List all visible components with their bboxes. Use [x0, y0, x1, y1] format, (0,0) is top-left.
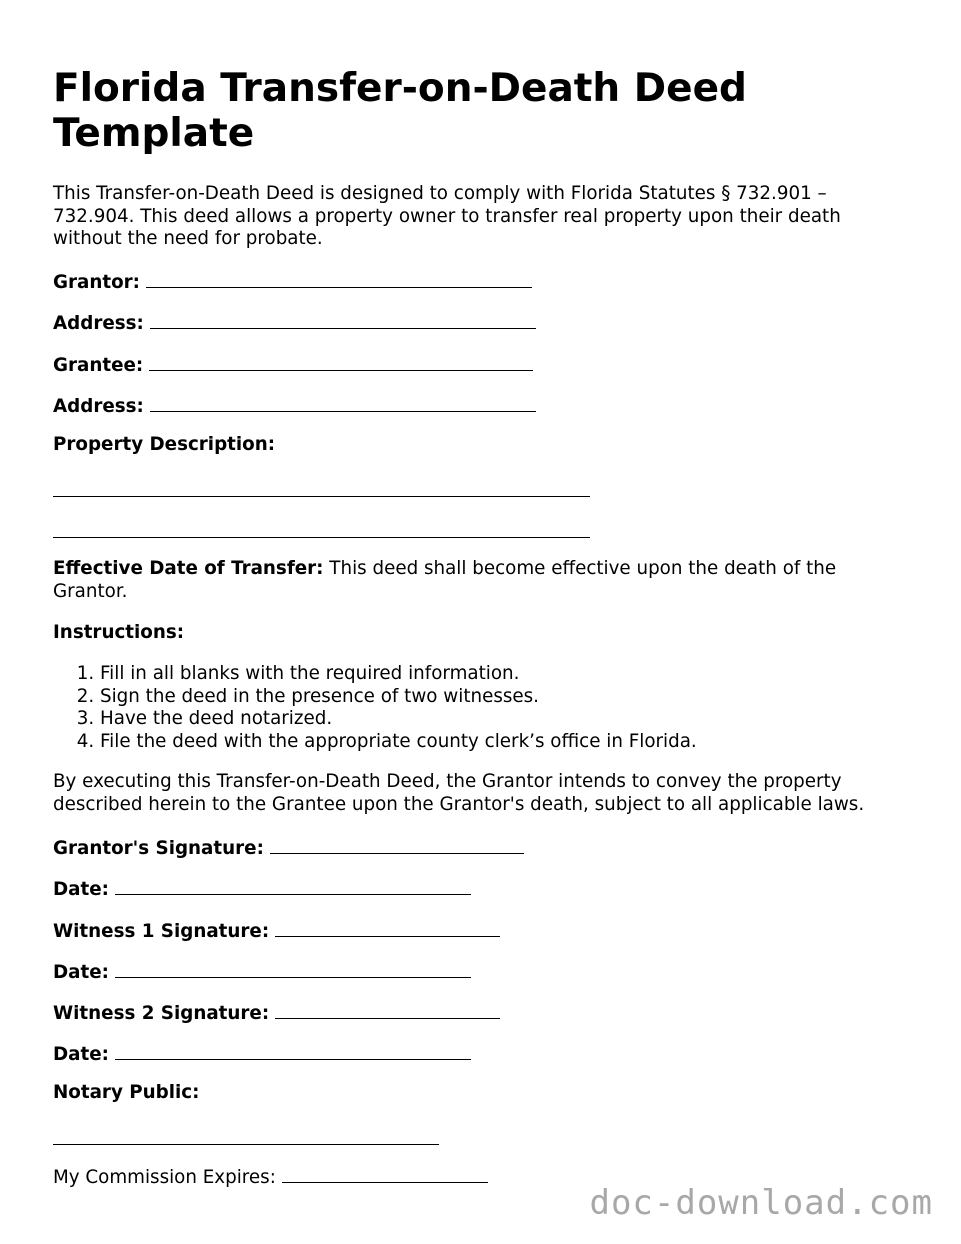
witness1-signature-blank[interactable]: [275, 918, 500, 937]
property-description-blank-1[interactable]: [53, 496, 590, 497]
property-description-label: Property Description:: [53, 434, 276, 455]
grantor-signature-field: [53, 835, 524, 861]
witness1-signature-label: Witness 1 Signature:: [53, 921, 270, 942]
instruction-item: 2. Sign the deed in the presence of two witnesses.: [100, 686, 697, 709]
effective-date-label: Effective Date of Transfer:: [53, 558, 324, 579]
date-blank-3[interactable]: [115, 1041, 471, 1060]
instructions-list: [53, 663, 697, 753]
witness2-signature-label: Witness 2 Signature:: [53, 1003, 270, 1024]
grantor-signature-blank[interactable]: [270, 835, 524, 854]
witness2-signature-field: [53, 1000, 500, 1026]
date-field-3: [53, 1041, 471, 1067]
instruction-item: 3. Have the deed notarized.: [100, 708, 697, 731]
property-description-field: [53, 434, 275, 457]
watermark: doc-download.com: [589, 1183, 933, 1223]
commission-label: My Commission Expires:: [53, 1167, 276, 1188]
witness1-signature-field: [53, 918, 500, 944]
instruction-item: 4. File the deed with the appropriate county clerk’s office in Florida.: [100, 731, 697, 754]
date-label-1: Date:: [53, 879, 109, 900]
document-title: Florida Transfer-on-Death Deed Template: [53, 66, 747, 156]
date-blank-2[interactable]: [115, 959, 471, 978]
witness2-signature-blank[interactable]: [275, 1000, 500, 1019]
instructions-label: Instructions:: [53, 622, 185, 643]
grantor-label: Grantor:: [53, 272, 140, 293]
closing-paragraph: By executing this Transfer-on-Death Deed, the Grantor intends to convey the property described herein to the Grantee upon the Grantor's death, subject to all applicable laws.: [53, 771, 865, 815]
grantee-address-label: Address:: [53, 396, 144, 417]
grantee-blank[interactable]: [149, 352, 533, 371]
grantee-label: Grantee:: [53, 355, 144, 376]
grantee-address-blank[interactable]: [150, 393, 536, 412]
grantor-address-blank[interactable]: [150, 310, 536, 329]
date-blank-1[interactable]: [115, 876, 471, 895]
grantor-field: [53, 269, 532, 295]
grantor-address-field: [53, 310, 536, 336]
date-field-1: [53, 876, 471, 902]
instructions-heading: [53, 622, 184, 645]
grantor-address-label: Address:: [53, 313, 144, 334]
intro-paragraph: This Transfer-on-Death Deed is designed to comply with Florida Statutes § 732.901 – 732.904. This deed allows a property owner to transfer real property upon their death without the need for probate.: [53, 183, 841, 249]
property-description-blank-2[interactable]: [53, 537, 590, 538]
commission-field: [53, 1164, 488, 1190]
instruction-item: 1. Fill in all blanks with the required information.: [100, 663, 697, 686]
notary-blank[interactable]: [53, 1144, 439, 1145]
notary-heading: [53, 1082, 199, 1105]
commission-blank[interactable]: [282, 1164, 488, 1183]
grantor-blank[interactable]: [146, 269, 532, 288]
grantee-field: [53, 352, 533, 378]
notary-label: Notary Public:: [53, 1082, 200, 1103]
date-label-3: Date:: [53, 1044, 109, 1065]
date-field-2: [53, 959, 471, 985]
grantor-signature-label: Grantor's Signature:: [53, 838, 264, 859]
effective-date-paragraph: [53, 558, 913, 603]
grantee-address-field: [53, 393, 536, 419]
date-label-2: Date:: [53, 962, 109, 983]
effective-date-text: This deed shall become effective upon the death of the Grantor.: [53, 558, 837, 602]
